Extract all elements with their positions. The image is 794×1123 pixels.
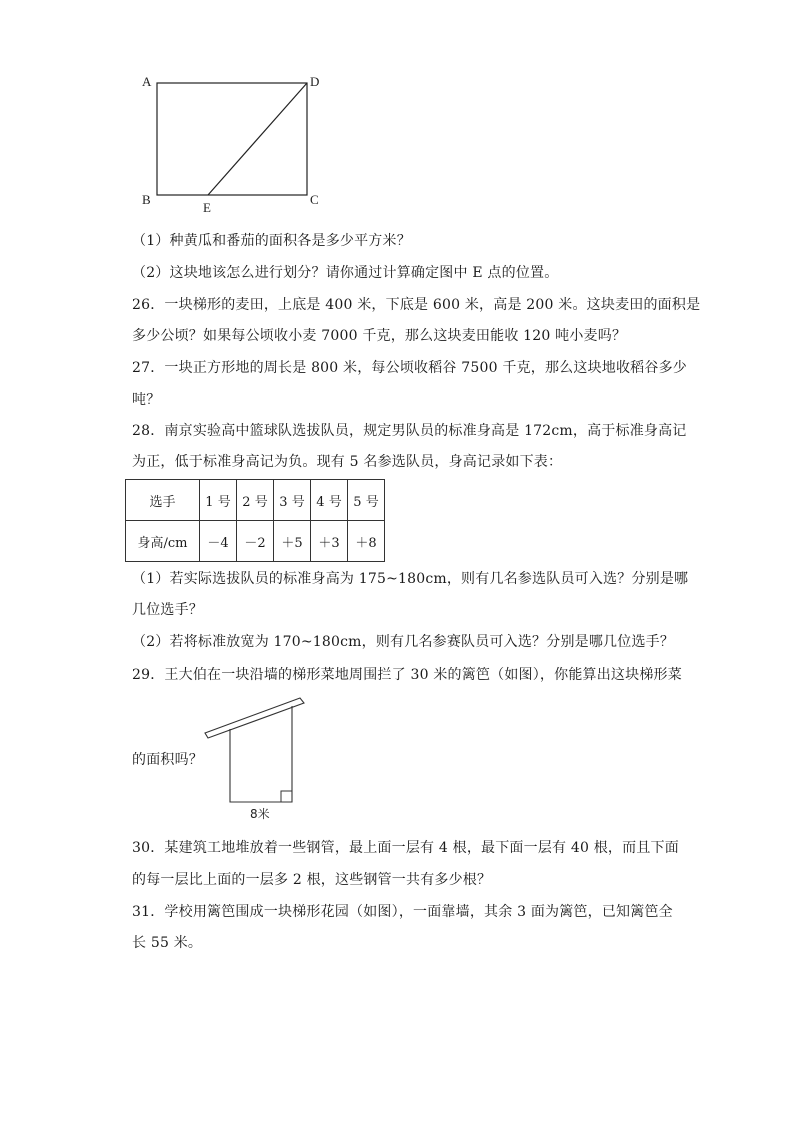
rectangle-abcd [157, 83, 307, 195]
table-header-row [126, 480, 385, 521]
table-cell: ＋3 [311, 521, 348, 562]
question-31-line-2: 长 55 米。 [132, 935, 203, 951]
segment-de [208, 83, 307, 195]
table-cell: ＋8 [348, 521, 385, 562]
wall [205, 698, 304, 738]
question-26-line-2: 多少公顷？如果每公顷收小麦 7000 千克，那么这块麦田能收 120 吨小麦吗？ [132, 328, 627, 344]
height-table [125, 479, 385, 562]
question-31-line-1: 31．学校用篱笆围成一块梯形花园（如图），一面靠墙，其余 3 面为篱笆，已知篱笆全 [132, 904, 673, 920]
question-30-line-1: 30．某建筑工地堆放着一些钢管，最上面一层有 4 根，最下面一层有 40 根，而且下面 [132, 840, 679, 856]
label-d: D [310, 74, 320, 89]
label-c: C [310, 192, 319, 207]
table-row [126, 521, 385, 562]
table-cell: ＋5 [274, 521, 311, 562]
question-28-part-1-line-1: （1）若实际选拔队员的标准身高为 175~180cm，则有几名参选队员可入选？分别是哪 [132, 571, 689, 587]
table-cell: 选手 [126, 480, 200, 521]
question-26-line-1: 26．一块梯形的麦田，上底是 400 米，下底是 600 米，高是 200 米。这块麦田的面积是 [132, 297, 701, 313]
question-27-line-1: 27．一块正方形地的周长是 800 米，每公顷收稻谷 7500 千克，那么这块地收稻谷多少 [132, 360, 687, 376]
label-a: A [142, 74, 152, 89]
table-cell: 身高/cm [126, 521, 200, 562]
table-cell: －2 [237, 521, 274, 562]
question-29-line-2: 的面积吗？ [132, 752, 203, 768]
table-cell: 4 号 [311, 480, 348, 521]
question-28-line-1: 28．南京实验高中篮球队选拔队员，规定男队员的标准身高是 172cm，高于标准身高记 [132, 423, 687, 439]
question-25-part-2: （2）这块地该怎么进行划分？请你通过计算确定图中 E 点的位置。 [132, 265, 559, 281]
trapezoid-wall-figure [200, 690, 310, 825]
table-cell: 3 号 [274, 480, 311, 521]
question-27-line-2: 吨？ [132, 392, 161, 408]
width-label: 8米 [250, 807, 270, 821]
question-28-part-1-line-2: 几位选手？ [132, 602, 203, 618]
table-cell: 5 号 [348, 480, 385, 521]
question-25-part-1: （1）种黄瓜和番茄的面积各是多少平方米？ [132, 233, 411, 249]
right-angle-mark [281, 791, 292, 802]
question-29-line-1: 29．王大伯在一块沿墙的梯形菜地周围拦了 30 米的篱笆（如图），你能算出这块梯形菜 [132, 667, 682, 683]
label-e: E [203, 200, 211, 215]
table-cell: 2 号 [237, 480, 274, 521]
table-cell: 1 号 [200, 480, 237, 521]
rectangle-figure [135, 68, 335, 218]
question-28-line-2: 为正，低于标准身高记为负。现有 5 名参选队员，身高记录如下表： [132, 454, 563, 470]
label-b: B [142, 192, 151, 207]
table-cell: －4 [200, 521, 237, 562]
question-30-line-2: 的每一层比上面的一层多 2 根，这些钢管一共有多少根？ [132, 872, 492, 888]
question-28-part-2: （2）若将标准放宽为 170~180cm，则有几名参赛队员可入选？分别是哪几位选手？ [132, 634, 675, 650]
